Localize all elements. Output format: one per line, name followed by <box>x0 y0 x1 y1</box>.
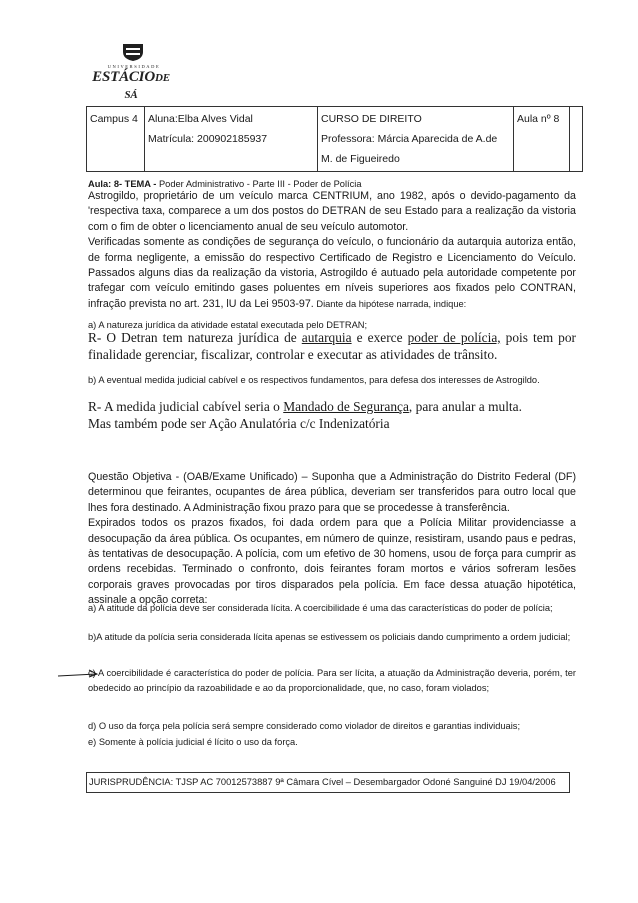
student-registration: Matrícula: 200902185937 <box>148 133 268 145</box>
student-cell <box>145 107 318 172</box>
question-a: a) A natureza jurídica da atividade estatal executada pelo DETRAN; <box>88 320 368 330</box>
lesson-number: Aula nº 8 <box>517 113 560 125</box>
option-e: e) Somente à polícia judicial é lícito o uso da força. <box>88 737 298 747</box>
topic-label: Aula: 8- TEMA - <box>88 179 157 189</box>
case-paragraph-1: Astrogildo, proprietário de um veículo marca CENTRIUM, ano 1982, após o devido-pagamento da 'respectiva taxa, comparece a um dos postos do DETRAN de seu Estado para a realização da vistoria com o fim de obter o licenciamento anual de seu veículo automotor. <box>88 190 576 233</box>
crest-icon <box>122 42 144 62</box>
option-b: b)A atitude da polícia seria considerada lícita apenas se estivessem os policiais dando cumprimento a ordem judicial; <box>88 632 571 642</box>
answer-b-line-1: R- A medida judicial cabível seria o Mandado de Segurança, para anular a multa. <box>88 399 522 414</box>
topic-text: Poder Administrativo - Parte III - Poder de Polícia <box>156 179 362 189</box>
answer-a: R- O Detran tem natureza jurídica de autarquia e exerce poder de polícia, pois tem por finalidade gerenciar, fiscalizar, controlar e executar as atividades de trânsito. <box>88 330 577 362</box>
campus-label: Campus 4 <box>90 113 138 125</box>
professor-line-1: Professora: Márcia Aparecida de A.de <box>321 133 498 145</box>
objective-intro: Questão Objetiva - (OAB/Exame Unificado) – Suponha que a Administração do Distrito Federal (DF) determinou que feirantes, ocupantes de área pública, deveriam ser transferidos para outro local que lhes fora destinado. A Administração fixou prazo para que se procedesse à transferência. <box>88 471 576 514</box>
header-table <box>86 106 583 172</box>
question-b: b) A eventual medida judicial cabível e os respectivos fundamentos, para defesa dos interesses de Astrogildo. <box>88 375 540 385</box>
course-name: CURSO DE DIREITO <box>321 113 422 125</box>
empty-cell <box>570 107 583 172</box>
university-logo <box>88 42 174 101</box>
option-c: c) A coercibilidade é característica do poder de polícia. Para ser lícita, a atuação da Administração deveria, porém, ter obedecido ao princípio da razoabilidade e ao da proporcionalidade, que, no caso, foram violados; <box>88 668 576 694</box>
objective-body: Expirados todos os prazos fixados, foi dada ordem para que a Polícia Militar providenciasse a desocupação da área pública. Os ocupantes, em número de quinze, resistiram, usando paus e pedras, às tentativas de desocupação. A polícia, com um efetivo de 30 homens, usou de força para cumprir as ordens recebidas. Terminado o confronto, dois feirantes foram mortos e vários sofreram lesões corporais graves provocadas por tiros disparados pela polícia. Em face dessa atuação hipotética, assinale a opção correta: <box>88 517 576 607</box>
objective-question <box>88 470 576 609</box>
jurisprudence-box: JURISPRUDÊNCIA: TJSP AC 70012573887 9ª Câmara Cível – Desembargador Odoné Sanguiné DJ 19/04/2006 <box>86 772 570 793</box>
option-a: a) A atitude da polícia deve ser considerada lícita. A coercibilidade é uma das características do poder de polícia; <box>88 603 553 613</box>
case-text <box>88 189 576 312</box>
option-d: d) O uso da força pela polícia será sempre considerado como violador de direitos e garantias individuais; <box>88 721 521 731</box>
course-cell <box>318 107 514 172</box>
student-name: Aluna:Elba Alves Vidal <box>148 113 253 125</box>
campus-cell <box>87 107 145 172</box>
answer-b-line-2: Mas também pode ser Ação Anulatória c/c Indenizatória <box>88 416 390 431</box>
logo-main-text: ESTÁCIODE SÁ <box>92 69 170 101</box>
professor-line-2: M. de Figueiredo <box>321 153 400 165</box>
answer-b <box>88 398 576 432</box>
arrow-icon <box>56 664 100 686</box>
lesson-cell <box>514 107 570 172</box>
logo-top-text: UNIVERSIDADE <box>107 64 161 69</box>
case-paragraph-2: Verificadas somente as condições de segurança do veículo, o funcionário da autarquia autoriza então, de forma negligente, a emissão do respectivo Certificado de Registro e Licenciamento do Veículo. Passados alguns dias da realização da vistoria, Astrogildo é autuado pela autoridade competente por trafegar com veículo emitindo gases poluentes em níveis superiores aos fixados pelo CONTRAN, infração prevista no art. 231, lU da Lei 9503-97. Diante da hipótese narrada, indique: <box>88 236 576 310</box>
